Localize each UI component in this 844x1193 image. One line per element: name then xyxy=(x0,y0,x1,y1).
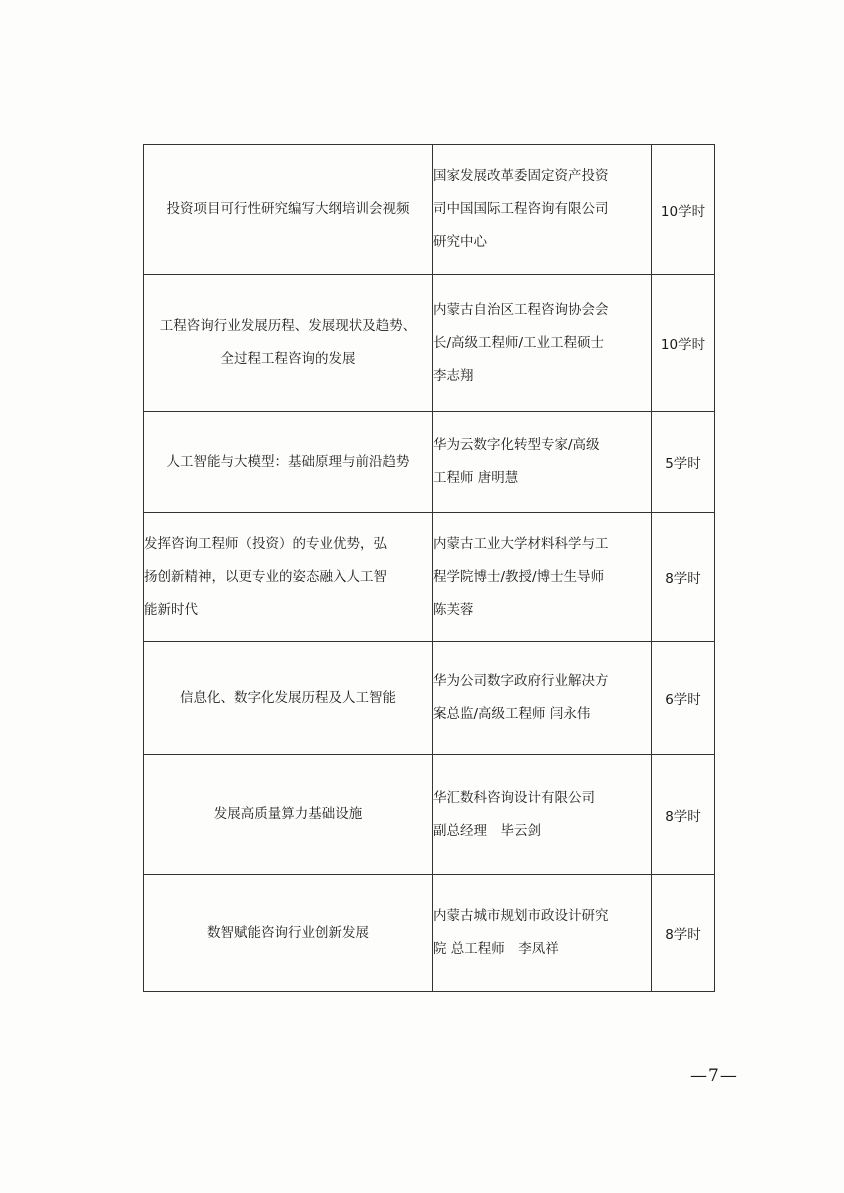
topic-cell xyxy=(144,412,433,513)
hours-cell: 8学时 xyxy=(652,875,715,992)
speaker-text: 国家发展改革委固定资产投资 司中国国际工程咨询有限公司 研究中心 xyxy=(433,168,609,250)
speaker-cell xyxy=(433,145,652,275)
topic-text: 人工智能与大模型：基础原理与前沿趋势 xyxy=(166,453,410,470)
table-row xyxy=(144,875,715,992)
table-row xyxy=(144,275,715,412)
topic-cell xyxy=(144,875,433,992)
speaker-cell xyxy=(433,875,652,992)
course-table xyxy=(143,144,715,992)
topic-text: 工程咨询行业发展历程、发展现状及趋势、 全过程工程咨询的发展 xyxy=(159,318,417,367)
table-row xyxy=(144,513,715,642)
table-row xyxy=(144,145,715,275)
hours-cell: 8学时 xyxy=(652,513,715,642)
topic-cell xyxy=(144,642,433,755)
topic-cell xyxy=(144,275,433,412)
table-row xyxy=(144,412,715,513)
table-row xyxy=(144,755,715,875)
hours-cell: 10学时 xyxy=(652,145,715,275)
topic-text: 数智赋能咨询行业创新发展 xyxy=(207,924,369,941)
page-number: —7— xyxy=(690,1066,738,1086)
speaker-cell xyxy=(433,513,652,642)
hours-cell: 5学时 xyxy=(652,412,715,513)
topic-text: 发挥咨询工程师（投资）的专业优势，弘 扬创新精神，以更专业的姿态融入人工智 能新时代 xyxy=(144,535,387,618)
speaker-text: 内蒙古自治区工程咨询协会会 长/高级工程师/工业工程硕士 李志翔 xyxy=(433,301,609,384)
hours-cell: 8学时 xyxy=(652,755,715,875)
speaker-text: 内蒙古城市规划市政设计研究 院 总工程师 李凤祥 xyxy=(433,908,609,957)
topic-text: 发展高质量算力基础设施 xyxy=(213,806,363,822)
speaker-text: 内蒙古工业大学材料科学与工 程学院博士/教授/博士生导师 陈芙蓉 xyxy=(433,535,609,618)
speaker-text: 华为公司数字政府行业解决方 案总监/高级工程师 闫永伟 xyxy=(433,673,609,722)
topic-cell xyxy=(144,145,433,275)
speaker-cell xyxy=(433,412,652,513)
speaker-text: 华汇数科咨询设计有限公司 副总经理 毕云剑 xyxy=(433,789,595,839)
speaker-text: 华为云数字化转型专家/高级 工程师 唐明慧 xyxy=(433,437,600,486)
speaker-cell xyxy=(433,275,652,412)
topic-text: 投资项目可行性研究编写大纲培训会视频 xyxy=(166,201,410,217)
topic-text: 信息化、数字化发展历程及人工智能 xyxy=(180,689,396,706)
hours-cell: 10学时 xyxy=(652,275,715,412)
topic-cell xyxy=(144,513,433,642)
speaker-cell xyxy=(433,755,652,875)
table-row xyxy=(144,642,715,755)
hours-cell: 6学时 xyxy=(652,642,715,755)
topic-cell xyxy=(144,755,433,875)
speaker-cell xyxy=(433,642,652,755)
